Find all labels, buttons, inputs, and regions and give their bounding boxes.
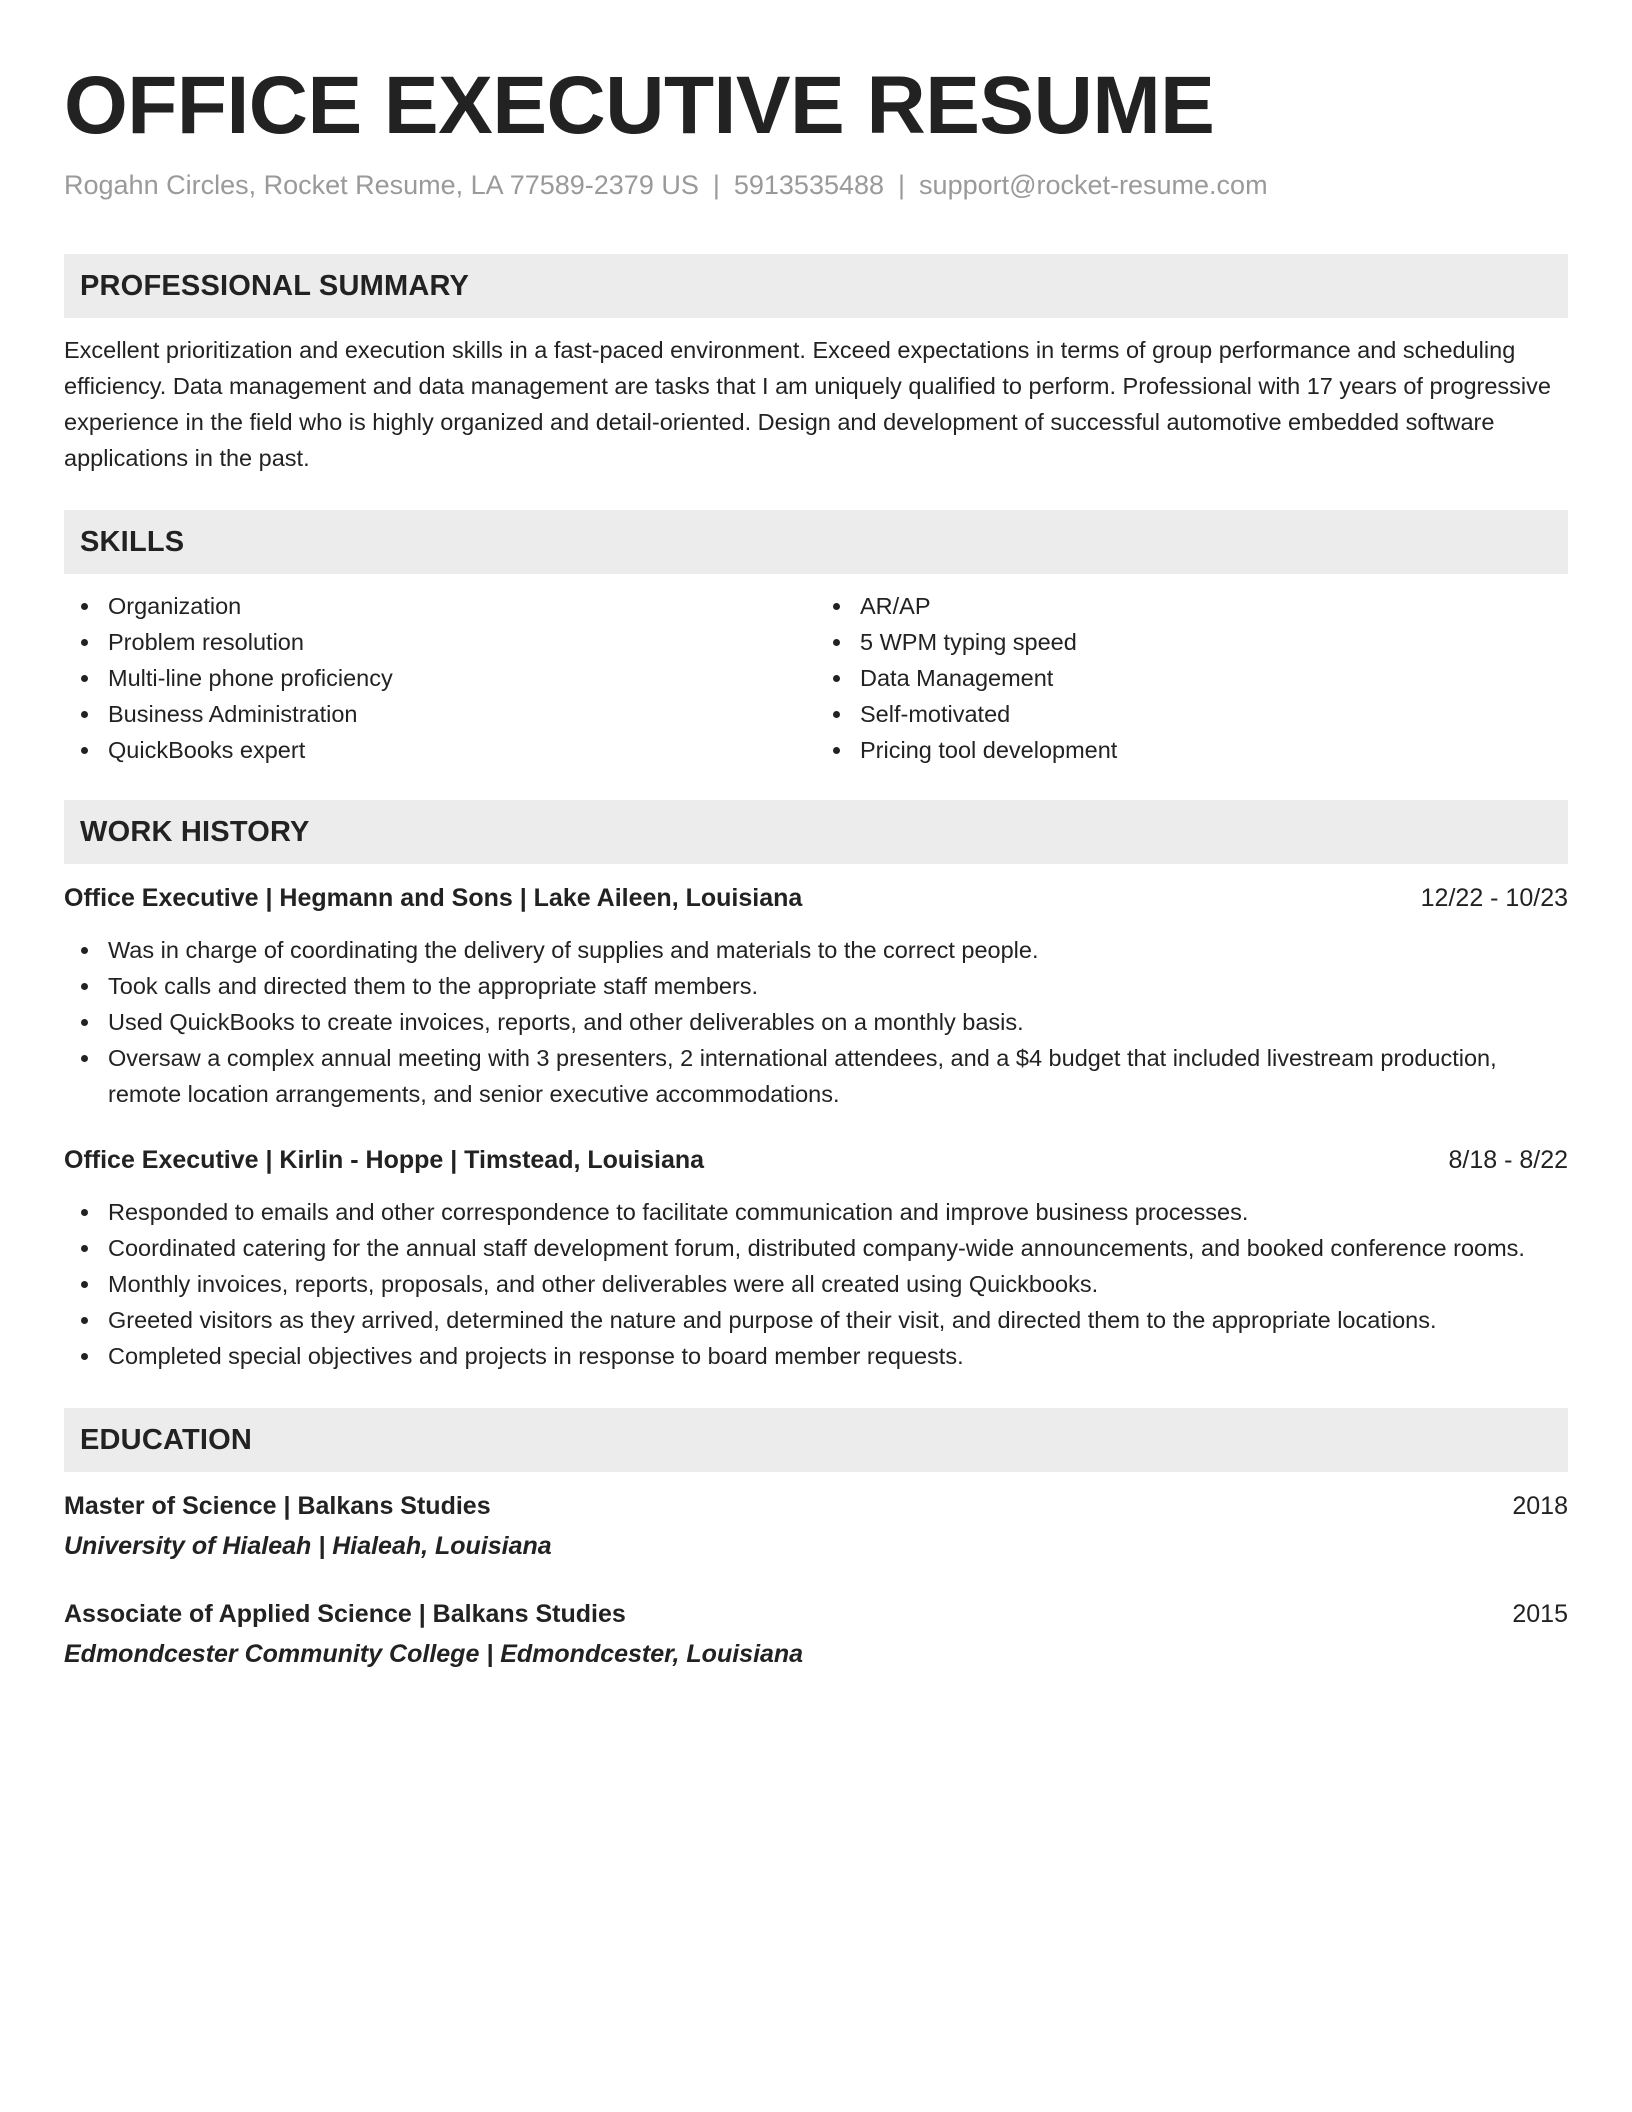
skills-column-left xyxy=(64,588,816,768)
job-bullet: Oversaw a complex annual meeting with 3 presenters, 2 international attendees, and a $4 budget that included livestream production, remote location arrangements, and senior executive accommodations. xyxy=(64,1040,1568,1112)
job-bullet: Responded to emails and other correspondence to facilitate communication and improve business processes. xyxy=(64,1194,1568,1230)
job-bullet: Coordinated catering for the annual staff development forum, distributed company-wide announcements, and booked conference rooms. xyxy=(64,1230,1568,1266)
summary-text: Excellent prioritization and execution skills in a fast-paced environment. Exceed expectations in terms of group performance and scheduling efficiency. Data management and data management are tasks that I am uniquely qualified to perform. Professional with 17 years of progressive experience in the field who is highly organized and detail-oriented. Design and development of successful automotive embedded software applications in the past. xyxy=(64,337,1551,471)
education-degree: Associate of Applied Science | Balkans Studies xyxy=(64,1600,626,1628)
skill-item: QuickBooks expert xyxy=(64,732,816,768)
job-bullet-list xyxy=(64,1194,1568,1374)
job-bullet-list xyxy=(64,932,1568,1112)
education-header xyxy=(64,1596,1568,1632)
contact-email: support@rocket-resume.com xyxy=(919,170,1268,200)
job-dates: 8/18 - 8/22 xyxy=(1448,1146,1568,1174)
job-title: Office Executive | Kirlin - Hoppe | Timstead, Louisiana xyxy=(64,1146,705,1174)
contact-address: Rogahn Circles, Rocket Resume, LA 77589-2379 US xyxy=(64,170,699,200)
skill-item: Multi-line phone proficiency xyxy=(64,660,816,696)
job-bullet: Monthly invoices, reports, proposals, and other deliverables were all created using Quickbooks. xyxy=(64,1266,1568,1302)
education-entry xyxy=(64,1488,1568,1564)
section-header-work-history: WORK HISTORY xyxy=(64,800,1568,864)
job-entry xyxy=(64,1142,1568,1374)
skills-grid xyxy=(64,588,1568,768)
skill-item: AR/AP xyxy=(816,588,1568,624)
job-title: Office Executive | Hegmann and Sons | Lake Aileen, Louisiana xyxy=(64,884,803,912)
job-header xyxy=(64,1142,1568,1178)
contact-line xyxy=(64,168,1568,202)
section-header-skills: SKILLS xyxy=(64,510,1568,574)
section-header-education: EDUCATION xyxy=(64,1408,1568,1472)
contact-separator: | xyxy=(712,170,720,200)
skill-item: Data Management xyxy=(816,660,1568,696)
section-header-summary: PROFESSIONAL SUMMARY xyxy=(64,254,1568,318)
job-bullet: Was in charge of coordinating the delivery of supplies and materials to the correct people. xyxy=(64,932,1568,968)
education-school: Edmondcester Community College | Edmondcester, Louisiana xyxy=(64,1640,804,1668)
education-year: 2018 xyxy=(1512,1492,1568,1520)
contact-phone: 5913535488 xyxy=(733,170,885,200)
contact-separator: | xyxy=(898,170,906,200)
skill-item: Business Administration xyxy=(64,696,816,732)
skill-item: 5 WPM typing speed xyxy=(816,624,1568,660)
job-dates: 12/22 - 10/23 xyxy=(1420,884,1568,912)
job-bullet: Used QuickBooks to create invoices, reports, and other deliverables on a monthly basis. xyxy=(64,1004,1568,1040)
job-bullet: Greeted visitors as they arrived, determined the nature and purpose of their visit, and directed them to the appropriate locations. xyxy=(64,1302,1568,1338)
education-degree: Master of Science | Balkans Studies xyxy=(64,1492,491,1520)
education-header xyxy=(64,1488,1568,1524)
job-bullet: Took calls and directed them to the appropriate staff members. xyxy=(64,968,1568,1004)
resume-title: OFFICE EXECUTIVE RESUME xyxy=(64,60,1215,151)
skills-column-right xyxy=(816,588,1568,768)
skill-item: Problem resolution xyxy=(64,624,816,660)
job-header xyxy=(64,880,1568,916)
job-bullet: Completed special objectives and projects in response to board member requests. xyxy=(64,1338,1568,1374)
skill-item: Pricing tool development xyxy=(816,732,1568,768)
education-school: University of Hialeah | Hialeah, Louisiana xyxy=(64,1532,552,1560)
education-entry xyxy=(64,1596,1568,1672)
skill-item: Self-motivated xyxy=(816,696,1568,732)
job-entry xyxy=(64,880,1568,1112)
education-year: 2015 xyxy=(1512,1600,1568,1628)
skill-item: Organization xyxy=(64,588,816,624)
